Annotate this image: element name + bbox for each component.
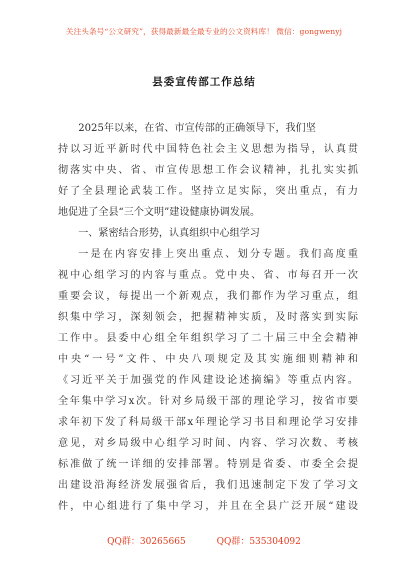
body-line: 求年初下发了科局级干部x年理论学习书目和理论学习安排 <box>58 417 358 428</box>
body-line: 好了全县理论武装工作。坚持立足实际，突出重点，有力 <box>58 186 358 197</box>
body-line: 彻落实中央、省、市宣传思想工作会议精神，扎扎实实抓 <box>58 165 358 176</box>
header-note: 关注头条号“公文研究”，获得最新最全最专业的公文资料库！ 微信：gongwenyj <box>65 27 343 36</box>
document-body <box>58 118 358 517</box>
document-title: 县委宣传部工作总结 <box>152 76 256 88</box>
body-line: 视中心组学习的内容与重点。党中央、省、市每召开一次 <box>58 270 358 281</box>
body-line: 出建设沿海经济发展强省后，我们迅速制定下发了学习文 <box>58 480 358 491</box>
footer-qq-group-1: QQ群：30265665 <box>107 537 186 547</box>
body-line: 地促进了全县“三个文明”建设健康协调发展。 <box>58 207 261 218</box>
footer <box>0 534 408 547</box>
body-line: 全年集中学习x次。针对乡局级干部的理论学习，按省市要 <box>58 396 358 407</box>
body-line: 持以习近平新时代中国特色社会主义思想为指导，认真贯 <box>58 144 358 155</box>
body-line: 中央“一号”文件、中央八项规定及其实施细则精神和 <box>58 354 358 365</box>
body-line: 织集中学习，深刻领会，把握精神实质，及时落实到实际 <box>58 312 358 323</box>
body-line: 重要会议，每提出一个新观点，我们都作为学习重点，组 <box>58 291 358 302</box>
body-line: 2025年以来，在省、市宣传部的正确领导下，我们坚 <box>78 123 316 134</box>
section-heading: 一、紧密结合形势，认真组织中心组学习 <box>78 228 260 239</box>
footer-qq-group-2: QQ群：535304092 <box>216 537 301 547</box>
body-line: 意见，对乡局级中心组学习时间、内容、学习次数、考核 <box>58 438 358 449</box>
body-line: 工作中。县委中心组全年组织学习了二十届三中全会精神 <box>58 333 358 344</box>
body-line: 一是在内容安排上突出重点、划分专题。我们高度重 <box>78 249 358 260</box>
body-line: 件，中心组进行了集中学习，并且在全县广泛开展“建设 <box>58 501 358 512</box>
body-line: 《习近平关于加强党的作风建设论述摘编》等重点内容。 <box>58 375 358 386</box>
body-line: 标准做了统一详细的安排部署。特别是省委、市委全会提 <box>58 459 358 470</box>
